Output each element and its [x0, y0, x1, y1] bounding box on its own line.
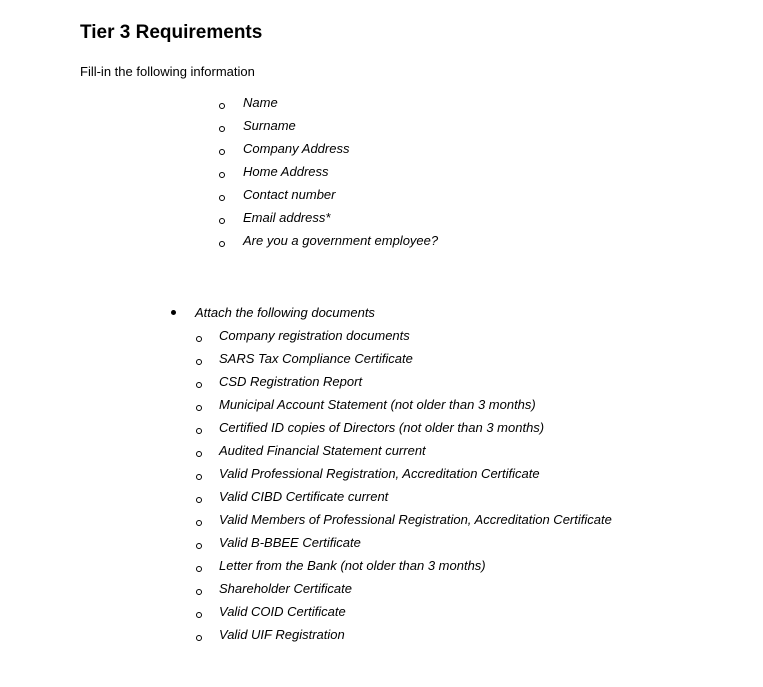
list-item-label: Shareholder Certificate [219, 581, 352, 596]
hollow-bullet-icon [196, 612, 202, 618]
list-item [0, 603, 763, 626]
list-item-label: Valid CIBD Certificate current [219, 489, 389, 504]
list-item [0, 373, 763, 396]
hollow-bullet-icon [196, 520, 202, 526]
hollow-bullet-icon [219, 149, 225, 155]
hollow-bullet-icon [196, 428, 202, 434]
list-item-label: Are you a government employee? [243, 233, 439, 248]
list-item [0, 140, 763, 163]
hollow-bullet-icon [219, 195, 225, 201]
list-item-label: Email address* [243, 210, 331, 225]
list-item [0, 163, 763, 186]
list-item-label: Valid UIF Registration [219, 627, 345, 642]
list-item-label: Certified ID copies of Directors (not older than 3 months) [219, 420, 545, 435]
list-item [0, 186, 763, 209]
attach-header-label: Attach the following documents [195, 305, 375, 320]
attach-documents-heading [0, 304, 763, 324]
hollow-bullet-icon [196, 451, 202, 457]
list-item-label: Audited Financial Statement current [219, 443, 426, 458]
hollow-bullet-icon [196, 405, 202, 411]
hollow-bullet-icon [219, 241, 225, 247]
list-item [0, 534, 763, 557]
list-item-label: CSD Registration Report [219, 374, 363, 389]
list-item [0, 442, 763, 465]
list-item [0, 580, 763, 603]
fill-in-list [0, 94, 763, 255]
list-item-label: Contact number [243, 187, 336, 202]
list-item-label: Name [243, 95, 278, 110]
hollow-bullet-icon [196, 566, 202, 572]
list-item [0, 396, 763, 419]
filled-bullet-icon [171, 310, 176, 315]
list-item-label: Valid COID Certificate [219, 604, 346, 619]
hollow-bullet-icon [196, 543, 202, 549]
page-title: Tier 3 Requirements [80, 22, 263, 43]
list-item-label: Company Address [243, 141, 350, 156]
list-item-label: Valid Professional Registration, Accreditation Certificate [219, 466, 540, 481]
list-item [0, 94, 763, 117]
list-item [0, 465, 763, 488]
hollow-bullet-icon [196, 497, 202, 503]
hollow-bullet-icon [219, 126, 225, 132]
attach-documents-list [0, 327, 763, 649]
hollow-bullet-icon [219, 103, 225, 109]
hollow-bullet-icon [196, 359, 202, 365]
hollow-bullet-icon [196, 336, 202, 342]
list-item-label: Municipal Account Statement (not older than 3 months) [219, 397, 536, 412]
list-item-label: Company registration documents [219, 328, 410, 343]
list-item [0, 209, 763, 232]
list-item [0, 557, 763, 580]
list-item [0, 511, 763, 534]
hollow-bullet-icon [196, 474, 202, 480]
hollow-bullet-icon [196, 382, 202, 388]
list-item-label: Home Address [243, 164, 329, 179]
list-item [0, 488, 763, 511]
hollow-bullet-icon [219, 218, 225, 224]
list-item [0, 327, 763, 350]
hollow-bullet-icon [196, 589, 202, 595]
list-item-label: Surname [243, 118, 296, 133]
list-item-label: Valid Members of Professional Registration, Accreditation Certificate [219, 512, 612, 527]
hollow-bullet-icon [196, 635, 202, 641]
list-item [0, 626, 763, 649]
hollow-bullet-icon [219, 172, 225, 178]
list-item [0, 117, 763, 140]
intro-text: Fill-in the following information [80, 64, 255, 79]
list-item-label: SARS Tax Compliance Certificate [219, 351, 413, 366]
list-item [0, 350, 763, 373]
list-item [0, 419, 763, 442]
list-item-label: Valid B-BBEE Certificate [219, 535, 361, 550]
list-item [0, 232, 763, 255]
list-item-label: Letter from the Bank (not older than 3 months) [219, 558, 486, 573]
